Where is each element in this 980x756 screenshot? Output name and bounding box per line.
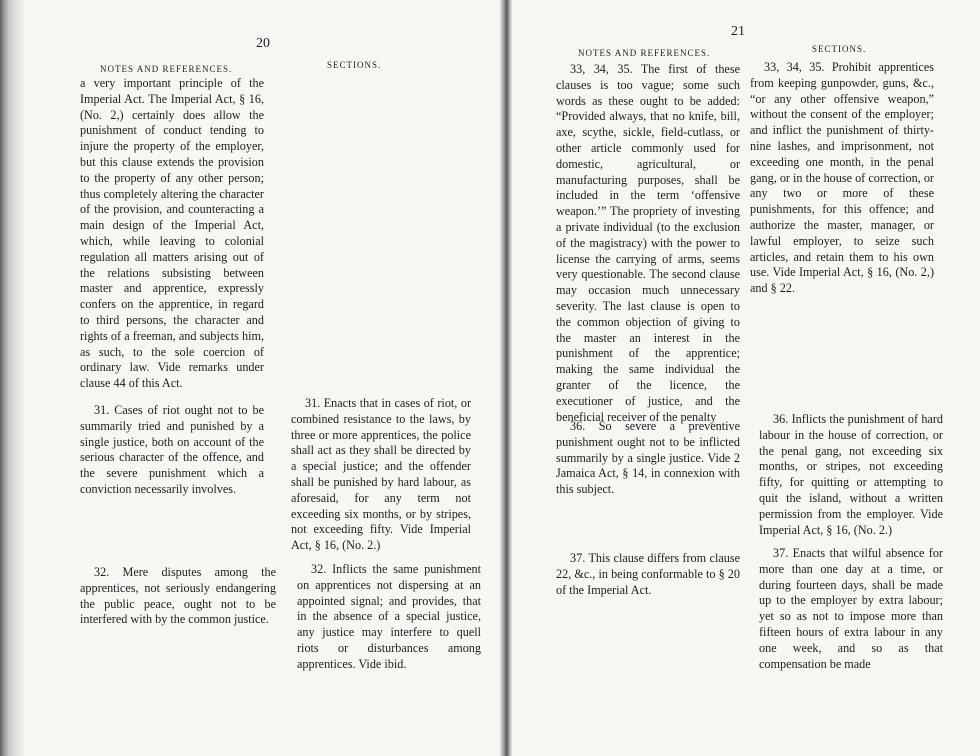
note-31: 31. Cases of riot ought not to be summarily tried and punished by a single justice, both on account of the serious character of the offence, and the severe punishment which a conviction necessarily involves. [80,403,264,496]
page-number-right: 21 [731,24,745,39]
section-32: 32. Inflicts the same punishment on apprentices not dispersing at an appointed signal; and provides, that in the absence of a special justice, any justice may interfere to quell riots or disturbances among apprentices. Vide ibid. [297,562,481,671]
note-33-35: 33, 34, 35. The first of these clauses is too vague; some such words as these ought to be added: “Provided always, that no knife, bill, axe, scythe, sickle, field-cutlass, or other article commonly used for domestic, agricultural, or manufacturing purposes, shall be included in the term ‘offensive weapon.’” The propriety of investing a private individual (to the exclusion of the magistracy) with the power to license the carrying of arms, seems very questionable. The second clause may occasion much unnecessary severity. The last clause is open to the common objection of giving to the master an interest in the punishment of the apprentice; making the same individual the granter of the licence, the executioner of justice, and the beneficial receiver of the penalty [556,62,740,424]
page-number-left: 20 [256,36,270,51]
binding-shadow [0,0,26,756]
note-continuation: a very important principle of the Imperial Act. The Imperial Act, § 16, (No. 2,) certainly does allow the punishment of conduct tending to injure the property of the employer, but this clause extends the provision to the property of any other person; thus completely altering the character of the provision, and counteracting a main design of the Imperial Act, which, while leaving to colonial regulation all matters arising out of the relations subsisting between master and apprentice, expressly confers on the apprentice, in regard to third persons, the character and rights of a freeman, and subjects him, as such, to the sole coercion of ordinary law. Vide remarks under clause 44 of this Act. [80,76,264,391]
book-gutter [500,0,512,756]
right-page [512,0,980,756]
sections-heading-left: SECTIONS. [327,60,382,70]
note-32: 32. Mere disputes among the apprentices, not seriously endangering the public peace, ought not to be interfered with by the common justice. [80,565,276,627]
section-36: 36. Inflicts the punishment of hard labour in the house of correction, or the penal gang, not exceeding six months, or stripes, not exceeding fifty, for quitting or attempting to quit the island, without a written permission from the employer. Vide Imperial Act, § 16, (No. 2.) [759,412,943,537]
section-33-35: 33, 34, 35. Prohibit apprentices from keeping gunpowder, guns, &c., “or any other offensive weapon,” without the consent of the employer; and inflict the punishment of thirty-nine lashes, and imprisonment, not exceeding one month, in the penal gang, or in the house of correction, or any two or more of these punishments, for this offence; and authorize the master, manager, or lawful employer, to seize such articles, and retain them to his own use. Vide Imperial Act, § 16, (No. 2,) and § 22. [750,60,934,296]
note-37: 37. This clause differs from clause 22, &c., in being conformable to § 20 of the Imperial Act. [556,551,740,597]
notes-heading-left: NOTES AND REFERENCES. [100,64,233,74]
section-37: 37. Enacts that wilful absence for more than one day at a time, or during fourteen days, shall be made up to the employer by extra labour; yet so as not to impose more than fifteen hours of extra labour in any one week, and so as that compensation be made [759,546,943,671]
note-36: 36. So severe a preventive punishment ought not to be inflicted summarily by a single justice. Vide 2 Jamaica Act, § 14, in connexion with this subject. [556,419,740,497]
section-31: 31. Enacts that in cases of riot, or combined resistance to the laws, by three or more apprentices, the police shall act as they shall be directed by a special justice; and the offender shall be punished by hard labour, as aforesaid, for any term not exceeding six months, or by stripes, not exceeding fifty. Vide Imperial Act, § 16, (No. 2.) [291,396,471,553]
notes-heading-right: NOTES AND REFERENCES. [578,48,711,58]
sections-heading-right: SECTIONS. [812,44,867,54]
